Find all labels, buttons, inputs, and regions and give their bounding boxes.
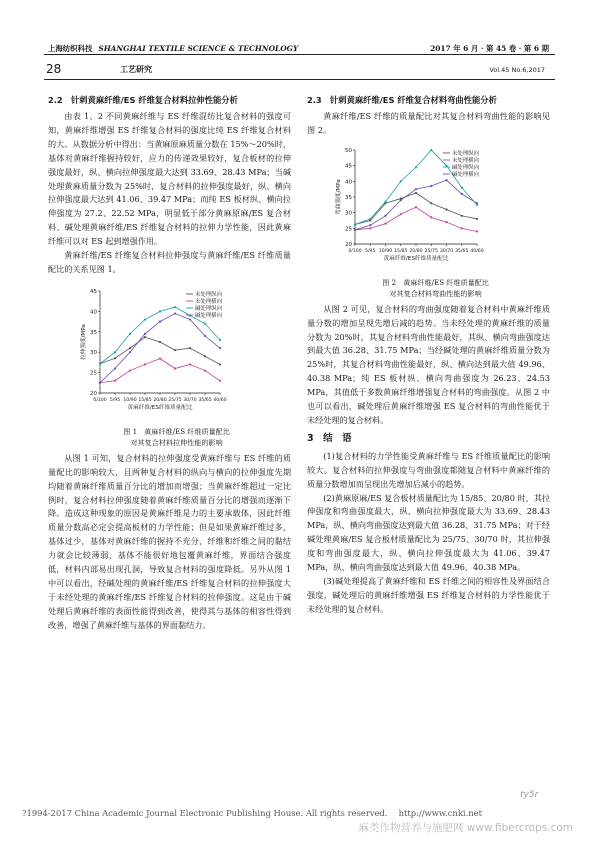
y-tick-label: 35: [345, 194, 352, 201]
paragraph: (2)黄麻原麻/ES 复合板材质量配比为 15/85、20/80 时，其拉伸强度和弯曲强度最大，纵、横向拉伸强度最大为 33.69、28.43 MPa，纵、横向弯曲强度达到最大值 36.28、31.75 MPa；对于经碱处理黄麻/ES 复合板材质量配比为 25/75、30/70 时，其拉伸强度和弯曲强度最大，纵、横向拉伸强度最大为 41.06、39.47 MPa，纵、横向弯曲强度达到最大值 49.96、40.38 MPa。: [307, 492, 550, 573]
paragraph: 由表 1、2 不同黄麻纤维与 ES 纤维混纺比复合材料的强度可知，黄麻纤维增强 ES 纤维复合材料的强度比纯 ES 纤维复合材料的大。从数据分析中得出：当黄麻原麻质量分数在 15%～20%时，基体对黄麻纤维握持较好，应力的传递效果较好，复合板材的拉伸强度最好，纵、横向拉伸强度最大达到 33.69、28.43 MPa；当碱处理黄麻质量分数为 25%时，复合材料的拉伸强度最好，纵、横向拉伸强度最大达到 41.06、39.47 MPa；而纯 ES 板材纵、横向拉伸强度为 27.2、22.52 MPa，明显低于部分黄麻原麻/ES 复合材料、碱处理黄麻纤维/ES 纤维复合材料的拉伸力学性能，因此黄麻纤维可以对 ES 起到增强作用。: [48, 111, 291, 247]
data-point: [354, 223, 356, 225]
journal-title: [48, 43, 298, 54]
data-point: [219, 347, 221, 349]
y-tick-label: 25: [90, 370, 97, 377]
x-tick-label: 5/95: [109, 397, 121, 403]
data-point: [384, 222, 386, 224]
data-point: [204, 335, 206, 337]
data-point: [159, 357, 161, 359]
figure-1: [48, 283, 291, 448]
x-axis-label: 黄麻纤维/ES纤维质量配比: [127, 404, 193, 411]
paragraph: 从图 2 可见，复合材料的弯曲强度随着复合材料中黄麻纤维质量分数的增加呈现先增后减的趋势。当未经处理的黄麻纤维的质量分数为 20%时，其复合材料弯曲性能最好，其纵、横向弯曲强度达到最大值 36.28、31.75 MPa；当经碱处理的黄麻纤维质量分数为 25%时，其复合材料弯曲性能最好，纵、横向达到最大值 49.96、40.38 MPa；纯 ES 板材纵、横向弯曲强度为 26.23、24.53 MPa，其值低于多数黄麻纤维增强复合材料的弯曲强度。从图 2 中也可以看出，碱处理后黄麻纤维增强 ES 复合材料的弯曲性能优于未经处理的复合材料。: [307, 303, 550, 425]
x-tick-label: 0/100: [93, 397, 107, 403]
series-line: [355, 193, 477, 224]
data-point: [430, 185, 432, 187]
paragraph: 黄麻纤维/ES 纤维复合材料拉伸强度与黄麻纤维/ES 纤维质量配比的关系见图 1。: [48, 250, 291, 274]
data-point: [204, 322, 206, 324]
x-axis-label: 黄麻纤维/ES纤维质量配比: [383, 255, 449, 262]
data-point: [144, 363, 146, 365]
data-point: [384, 215, 386, 217]
data-point: [159, 320, 161, 322]
subheader-rule: [44, 79, 555, 80]
figure-caption: 对其复合材料拉伸性能的影响: [130, 437, 223, 447]
data-point: [114, 357, 116, 359]
issue-info: 2017 年 6 月 · 第 45 卷 · 第 6 期: [430, 44, 549, 53]
paragraph: (3)碱处理提高了黄麻纤维和 ES 纤维之间的相容性及界面结合强度，碱处理后的黄麻纤维增强 ES 纤维复合材料的力学性能优于未经处理的复合材料。: [307, 575, 550, 614]
figure-2: [307, 144, 550, 299]
data-point: [114, 351, 116, 353]
data-point: [174, 312, 176, 314]
data-point: [219, 380, 221, 382]
copyright-line: ?1994-2017 China Academic Journal Electronic Publishing House. All rights reserved. http://www.cnki.net: [22, 808, 482, 818]
x-tick-label: 5/95: [365, 248, 376, 254]
paragraph: 从图 1 可知，复合材料的拉伸强度受黄麻纤维与 ES 纤维的质量配比的影响较大，且两种复合材料的纵向与横向的拉伸强度先期均随着黄麻纤维质量百分比的增加而增强；当黄麻纤维超过一定比例时，复合材料拉伸强度随着黄麻纤维质量百分比的增强而逐渐下降。造成这种现象的原因是黄麻纤维是力的主要承载体，因此纤维质量分数高必定会提高板材的力学性能；但是如果黄麻纤维过多，基体过少，基体对黄麻纤维的握持不充分，纤维和纤维之间的黏结力就会比较薄弱，基体不能很好地包覆黄麻纤维，界面结合强度低，材料内部易出现孔洞，导致复合材料的强度降低。另外从图 1 中可以看出，经碱处理的黄麻纤维/ES 纤维复合材料的拉伸强度大于未经处理的黄麻纤维/ES 纤维复合材料的拉伸强度。这是由于碱处理后黄麻纤维的表面性能得到改善，使得其与基体的相容性得到改善，增强了黄麻纤维与基体的界面黏结力。: [48, 452, 291, 630]
x-tick-label: 20/80: [409, 248, 423, 254]
data-point: [430, 216, 432, 218]
data-point: [189, 347, 191, 349]
y-tick-label: 20: [345, 241, 352, 248]
data-point: [430, 149, 432, 151]
journal-title-cn: 上海纺织科技: [48, 44, 93, 53]
legend-label: 未处理纵向: [195, 291, 222, 298]
data-point: [174, 349, 176, 351]
data-point: [99, 362, 101, 364]
x-tick-label: 30/70: [183, 397, 197, 403]
header-rule: [44, 54, 555, 55]
data-point: [445, 208, 447, 210]
x-tick-label: 10/90: [123, 397, 137, 403]
data-point: [369, 218, 371, 220]
data-point: [415, 206, 417, 208]
section-heading-2-2: 2.2 针刺黄麻纤维/ES 纤维复合材料拉伸性能分析: [48, 95, 238, 105]
corner-stamp: ty5r: [520, 790, 539, 800]
figure-caption: 图 1 黄麻纤维/ES 纤维质量配比: [123, 426, 230, 436]
data-point: [189, 363, 191, 365]
x-tick-label: 30/70: [439, 248, 454, 254]
data-point: [114, 380, 116, 382]
figure-2-chart: [307, 144, 550, 272]
x-tick-label: 0/100: [348, 248, 362, 254]
legend-label: 未处理横向: [452, 157, 479, 164]
figure-caption: 图 2 黄麻纤维/ES 纤维质量配比: [382, 277, 489, 287]
figure-1-chart: [48, 283, 291, 421]
data-point: [369, 224, 371, 226]
data-point: [476, 202, 478, 204]
volume-info: Vol.45 No.6,2017: [489, 66, 545, 74]
data-point: [461, 193, 463, 195]
data-point: [384, 200, 386, 202]
data-point: [129, 333, 131, 335]
data-point: [476, 230, 478, 232]
site-watermark: 麻类作物营养与施肥网 www.fibercrops.com: [358, 822, 573, 834]
y-tick-label: 50: [345, 147, 352, 154]
data-point: [219, 339, 221, 341]
data-point: [476, 218, 478, 220]
y-tick-label: 45: [90, 288, 97, 295]
data-point: [204, 355, 206, 357]
left-column: [48, 94, 291, 633]
page-number: 28: [46, 62, 62, 76]
y-axis-label: 拉伸强度/MPa: [81, 324, 87, 360]
y-axis-label: 弯曲强度/MPa: [336, 178, 342, 215]
data-point: [99, 381, 101, 383]
data-point: [415, 166, 417, 168]
data-point: [445, 164, 447, 166]
legend-label: 碱处理横向: [195, 312, 222, 319]
x-tick-label: 25/75: [424, 248, 438, 254]
x-tick-label: 20/80: [153, 397, 167, 403]
section-heading-3: 3 结 语: [307, 432, 352, 444]
data-point: [461, 186, 463, 188]
figure-caption: 对其复合材料弯曲性能的影响: [389, 288, 482, 298]
data-point: [174, 367, 176, 369]
data-point: [400, 199, 402, 201]
y-tick-label: 30: [345, 210, 352, 217]
x-tick-label: 35/65: [198, 397, 212, 403]
x-tick-label: 35/65: [455, 248, 469, 254]
x-tick-label: 15/85: [138, 397, 152, 403]
series-line: [355, 207, 477, 231]
data-point: [354, 229, 356, 231]
right-column: [307, 94, 550, 617]
section-tag: 工艺研究: [120, 64, 152, 74]
data-point: [400, 213, 402, 215]
data-point: [445, 179, 447, 181]
legend-label: 未处理纵向: [452, 150, 479, 157]
legend-label: 碱处理纵向: [195, 305, 222, 312]
data-point: [415, 188, 417, 190]
x-tick-label: 40/60: [213, 397, 227, 403]
data-point: [159, 341, 161, 343]
data-point: [129, 369, 131, 371]
y-tick-label: 40: [90, 309, 97, 316]
journal-title-en: SHANGHAI TEXTILE SCIENCE & TECHNOLOGY: [98, 44, 299, 53]
legend-label: 未处理横向: [195, 298, 222, 305]
data-point: [415, 192, 417, 194]
data-point: [129, 351, 131, 353]
data-point: [144, 336, 146, 338]
x-tick-label: 10/90: [378, 248, 393, 254]
x-tick-label: 40/60: [470, 248, 484, 254]
section-heading-2-3: 2.3 针刺黄麻纤维/ES 纤维复合材料弯曲性能分析: [307, 95, 497, 105]
y-tick-label: 40: [345, 179, 352, 186]
x-tick-label: 25/75: [168, 397, 182, 403]
y-tick-label: 45: [345, 163, 352, 170]
data-point: [400, 180, 402, 182]
paragraph: 黄麻纤维/ES 纤维的质量配比对其复合材料弯曲性能的影响见图 2。: [307, 111, 550, 135]
series-line: [355, 180, 477, 230]
y-tick-label: 30: [90, 350, 97, 357]
paragraph: (1)复合材料的力学性能受黄麻纤维与 ES 纤维质量配比的影响较大。复合材料的拉伸强度与弯曲强度都随复合材料中黄麻纤维的质量分数增加而呈现出先增加后减小的趋势。: [307, 450, 550, 489]
series-line: [100, 358, 220, 382]
data-point: [114, 367, 116, 369]
data-point: [144, 318, 146, 320]
y-tick-label: 25: [345, 226, 352, 233]
legend-label: 碱处理横向: [452, 171, 479, 178]
data-point: [461, 215, 463, 217]
data-point: [204, 369, 206, 371]
data-point: [144, 333, 146, 335]
data-point: [219, 363, 221, 365]
data-point: [159, 310, 161, 312]
y-tick-label: 35: [90, 329, 97, 336]
data-point: [174, 306, 176, 308]
data-point: [189, 318, 191, 320]
y-tick-label: 20: [90, 390, 97, 397]
data-point: [445, 221, 447, 223]
data-point: [369, 227, 371, 229]
legend-label: 碱处理纵向: [452, 164, 479, 171]
x-tick-label: 15/85: [394, 248, 408, 254]
data-point: [461, 227, 463, 229]
data-point: [129, 347, 131, 349]
data-point: [430, 202, 432, 204]
